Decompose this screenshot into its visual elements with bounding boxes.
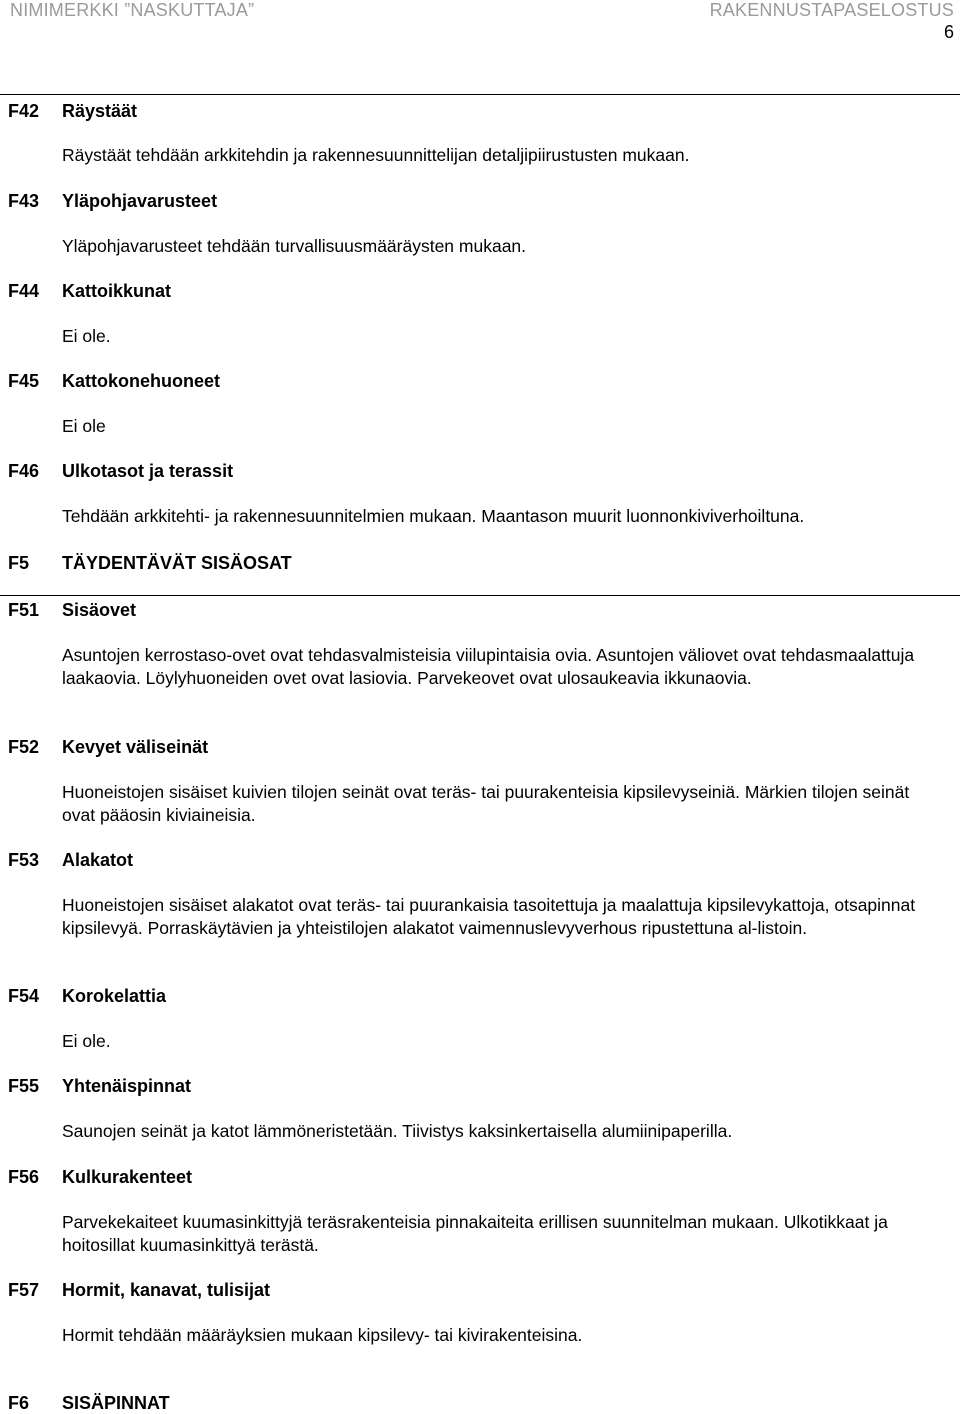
section-title: Korokelattia	[62, 986, 167, 1006]
section-text: Huoneistojen sisäiset alakatot ovat teräs- tai puurankaisia tasoitettuja ja maalattuja kipsilevykattoja, otsapinnat kipsilevyä. Porraskäytävien ja yhteistilojen alakatot vaimennuslevyverhous ripustettuna al-listoin.	[62, 895, 916, 938]
section-title: TÄYDENTÄVÄT SISÄOSAT	[62, 553, 292, 573]
section-code: F52	[8, 737, 40, 757]
section-text: Ei ole.	[62, 1031, 111, 1051]
section-title: Kattoikkunat	[62, 281, 172, 301]
section-divider	[0, 94, 960, 95]
page-header	[0, 0, 960, 48]
section-code: F56	[8, 1167, 40, 1187]
header-left: NIMIMERKKI ”NASKUTTAJA”	[10, 0, 255, 20]
section-code: F5	[8, 553, 30, 573]
section-text: Saunojen seinät ja katot lämmöneristetään. Tiivistys kaksinkertaisella alumiinipaperilla.	[62, 1121, 733, 1141]
section-title: Kevyet väliseinät	[62, 737, 209, 757]
section-code: F53	[8, 850, 40, 870]
section-title: Sisäovet	[62, 600, 137, 620]
section-text: Ei ole.	[62, 326, 111, 346]
section-code: F55	[8, 1076, 40, 1096]
section-text: Räystäät tehdään arkkitehdin ja rakennesuunnittelijan detaljipiirustusten mukaan.	[62, 145, 690, 165]
section-text: Huoneistojen sisäiset kuivien tilojen seinät ovat teräs- tai puurakenteisia kipsilevyseiniä. Märkien tilojen seinät ovat pääosin kiviaineisia.	[62, 782, 910, 825]
section-divider	[0, 595, 960, 596]
section-code: F6	[8, 1393, 30, 1413]
section-title: SISÄPINNAT	[62, 1393, 170, 1413]
header-right: RAKENNUSTAPASELOSTUS	[709, 0, 954, 20]
section-code: F44	[8, 281, 40, 301]
section-text: Ei ole	[62, 416, 106, 436]
section-text: Hormit tehdään määräyksien mukaan kipsilevy- tai kivirakenteisina.	[62, 1325, 583, 1345]
section-title: Ulkotasot ja terassit	[62, 461, 234, 481]
section-code: F43	[8, 191, 40, 211]
section-title: Alakatot	[62, 850, 134, 870]
section-code: F45	[8, 371, 40, 391]
section-title: Räystäät	[62, 101, 138, 121]
section-code: F42	[8, 101, 40, 121]
section-code: F51	[8, 600, 40, 620]
section-text: Asuntojen kerrostaso-ovet ovat tehdasvalmisteisia viilupintaisia ovia. Asuntojen väliovet ovat tehdasmaalattuja laakaovia. Löylyhuoneiden ovet ovat lasiovia. Parvekeovet ovat ulosaukeavia ikkunaovia.	[62, 645, 915, 688]
section-text: Yläpohjavarusteet tehdään turvallisuusmääräysten mukaan.	[62, 236, 527, 256]
section-text: Parvekekaiteet kuumasinkittyjä teräsrakenteisia pinnakaiteita erillisen suunnitelman mukaan. Ulkotikkaat ja hoitosillat kuumasinkittyä terästä.	[62, 1212, 888, 1255]
section-code: F57	[8, 1280, 40, 1300]
section-code: F46	[8, 461, 40, 481]
section-title: Yläpohjavarusteet	[62, 191, 218, 211]
section-title: Kattokonehuoneet	[62, 371, 221, 391]
section-code: F54	[8, 986, 40, 1006]
section-title: Kulkurakenteet	[62, 1167, 193, 1187]
page-number: 6	[943, 22, 954, 42]
section-title: Yhtenäispinnat	[62, 1076, 192, 1096]
section-text: Tehdään arkkitehti- ja rakennesuunnitelmien mukaan. Maantason muurit luonnonkiviverhoiltuna.	[62, 506, 805, 526]
section-title: Hormit, kanavat, tulisijat	[62, 1280, 271, 1300]
